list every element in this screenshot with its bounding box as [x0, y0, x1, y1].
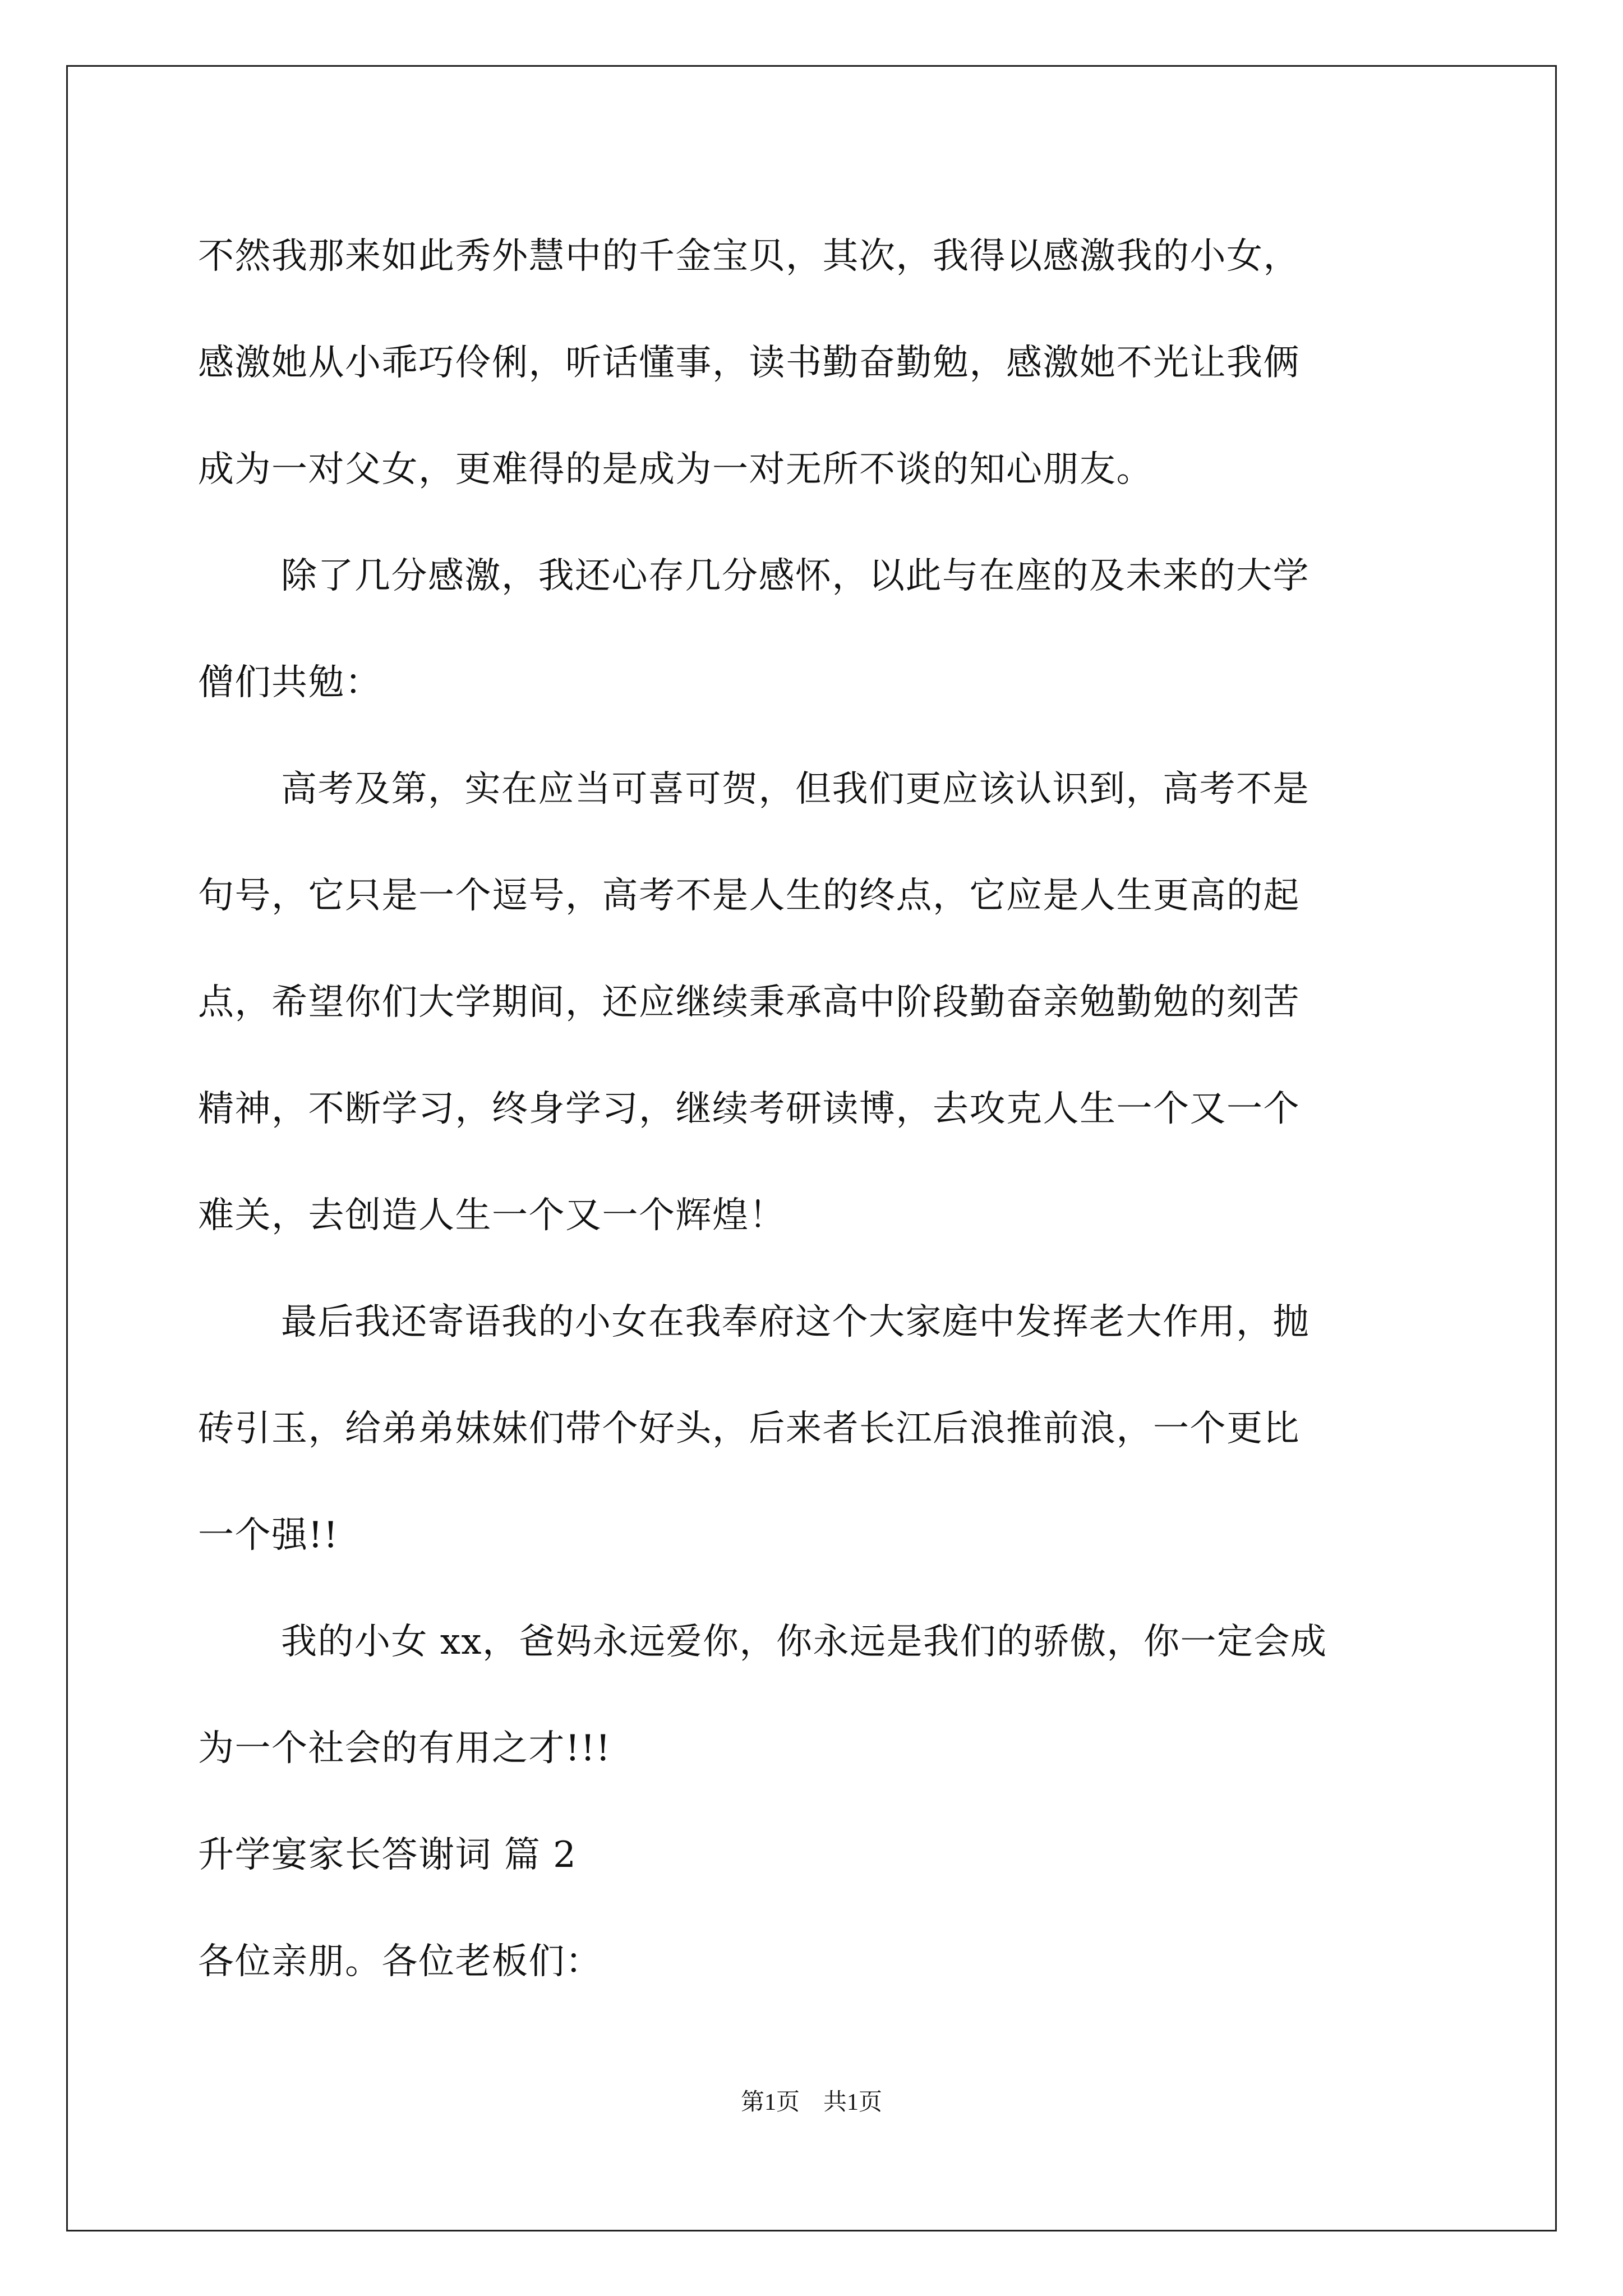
text-line: 一个强!!: [198, 1515, 339, 1556]
paragraph-start-line: 高考及第，实在应当可喜可贺，但我们更应该认识到，高考不是: [281, 769, 1310, 810]
text-line: 难关，去创造人生一个又一个辉煌！: [198, 1195, 786, 1236]
salutation-line: 各位亲朋。各位老板们：: [198, 1941, 602, 1982]
text-line: 感激她从小乖巧伶俐，听话懂事，读书勤奋勤勉，感激她不光让我俩: [198, 342, 1300, 384]
paragraph-start-line: 我的小女 xx，爸妈永远爱你，你永远是我们的骄傲，你一定会成: [281, 1621, 1327, 1663]
text-line: 砖引玉，给弟弟妹妹们带个好头，后来者长江后浪推前浪，一个更比: [198, 1408, 1300, 1450]
page-number-footer: 第1页 共1页: [740, 2090, 882, 2115]
document-body: [198, 203, 1426, 2015]
text-line: 不然我那来如此秀外慧中的千金宝贝，其次，我得以感激我的小女，: [198, 236, 1300, 277]
paragraph-start-line: 最后我还寄语我的小女在我奉府这个大家庭中发挥老大作用，抛: [281, 1301, 1310, 1343]
text-line: 句号，它只是一个逗号，高考不是人生的终点，它应是人生更高的起: [198, 875, 1300, 917]
text-line: 为一个社会的有用之才!!!: [198, 1728, 611, 1769]
text-line: 点，希望你们大学期间，还应继续秉承高中阶段勤奋亲勉勤勉的刻苦: [198, 982, 1300, 1023]
text-line: 僧们共勉：: [198, 662, 382, 703]
text-line: 精神，不断学习，终身学习，继续考研读博，去攻克人生一个又一个: [198, 1088, 1300, 1130]
text-line: 成为一对父女，更难得的是成为一对无所不谈的知心朋友。: [198, 449, 1153, 490]
section-heading: 升学宴家长答谢词 篇 2: [198, 1834, 577, 1876]
paragraph-start-line: 除了几分感激，我还心存几分感怀，以此与在座的及未来的大学: [281, 555, 1310, 597]
